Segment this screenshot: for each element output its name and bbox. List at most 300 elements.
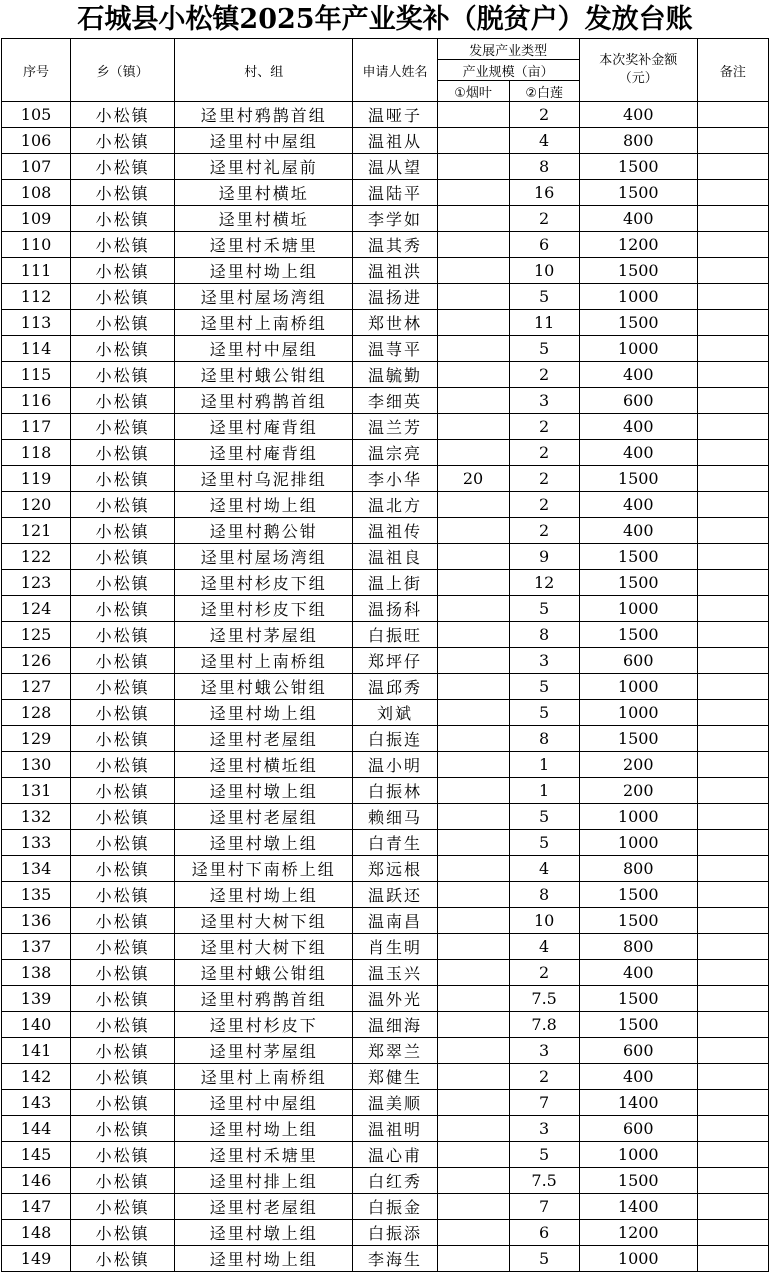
cell-applicant: 赖细马 <box>353 804 437 830</box>
cell-township: 小松镇 <box>71 1168 175 1194</box>
cell-remark <box>697 674 768 700</box>
cell-tobacco <box>437 830 509 856</box>
cell-village: 迳里村老屋组 <box>175 804 353 830</box>
cell-applicant: 白振添 <box>353 1220 437 1246</box>
cell-applicant: 温荨平 <box>353 336 437 362</box>
cell-amount: 1200 <box>579 1220 697 1246</box>
cell-seq: 117 <box>2 414 71 440</box>
cell-seq: 129 <box>2 726 71 752</box>
cell-applicant: 温细海 <box>353 1012 437 1038</box>
cell-lotus: 5 <box>509 674 579 700</box>
cell-tobacco <box>437 674 509 700</box>
cell-village: 迳里村蛾公钳组 <box>175 674 353 700</box>
cell-lotus: 4 <box>509 934 579 960</box>
cell-village: 迳里村杉皮下组 <box>175 596 353 622</box>
cell-applicant: 白青生 <box>353 830 437 856</box>
cell-amount: 1000 <box>579 284 697 310</box>
cell-township: 小松镇 <box>71 492 175 518</box>
cell-township: 小松镇 <box>71 1220 175 1246</box>
cell-village: 迳里村老屋组 <box>175 726 353 752</box>
cell-applicant: 温祖明 <box>353 1116 437 1142</box>
cell-seq: 135 <box>2 882 71 908</box>
table-row <box>2 908 769 934</box>
cell-amount: 400 <box>579 414 697 440</box>
cell-seq: 130 <box>2 752 71 778</box>
cell-seq: 118 <box>2 440 71 466</box>
cell-township: 小松镇 <box>71 518 175 544</box>
header-applicant: 申请人姓名 <box>353 39 437 102</box>
cell-village: 迳里村茅屋组 <box>175 1038 353 1064</box>
table-row <box>2 804 769 830</box>
cell-township: 小松镇 <box>71 596 175 622</box>
cell-applicant: 白振连 <box>353 726 437 752</box>
cell-seq: 142 <box>2 1064 71 1090</box>
cell-village: 迳里村墩上组 <box>175 1220 353 1246</box>
table-row <box>2 1038 769 1064</box>
cell-remark <box>697 882 768 908</box>
cell-amount: 1500 <box>579 310 697 336</box>
cell-applicant: 肖生明 <box>353 934 437 960</box>
cell-township: 小松镇 <box>71 778 175 804</box>
cell-remark <box>697 700 768 726</box>
header-remark: 备注 <box>697 39 768 102</box>
cell-seq: 140 <box>2 1012 71 1038</box>
cell-remark <box>697 1090 768 1116</box>
cell-applicant: 温跃还 <box>353 882 437 908</box>
cell-township: 小松镇 <box>71 1038 175 1064</box>
cell-amount: 1000 <box>579 674 697 700</box>
cell-applicant: 郑坪仔 <box>353 648 437 674</box>
cell-township: 小松镇 <box>71 856 175 882</box>
cell-township: 小松镇 <box>71 960 175 986</box>
cell-applicant: 温祖良 <box>353 544 437 570</box>
table-header <box>2 39 769 102</box>
table-row <box>2 1142 769 1168</box>
cell-village: 迳里村屋场湾组 <box>175 544 353 570</box>
cell-village: 迳里村礼屋前 <box>175 154 353 180</box>
cell-applicant: 温上街 <box>353 570 437 596</box>
cell-lotus: 5 <box>509 830 579 856</box>
cell-seq: 105 <box>2 102 71 128</box>
cell-remark <box>697 440 768 466</box>
cell-village: 迳里村鸦鹊首组 <box>175 986 353 1012</box>
cell-remark <box>697 128 768 154</box>
cell-seq: 112 <box>2 284 71 310</box>
cell-tobacco <box>437 336 509 362</box>
cell-township: 小松镇 <box>71 362 175 388</box>
cell-seq: 136 <box>2 908 71 934</box>
cell-tobacco <box>437 986 509 1012</box>
cell-amount: 400 <box>579 492 697 518</box>
cell-applicant: 白振林 <box>353 778 437 804</box>
cell-township: 小松镇 <box>71 934 175 960</box>
cell-lotus: 2 <box>509 466 579 492</box>
cell-remark <box>697 154 768 180</box>
cell-seq: 115 <box>2 362 71 388</box>
table-row <box>2 596 769 622</box>
cell-remark <box>697 206 768 232</box>
cell-remark <box>697 1012 768 1038</box>
cell-remark <box>697 544 768 570</box>
table-row <box>2 778 769 804</box>
cell-remark <box>697 752 768 778</box>
cell-village: 迳里村墩上组 <box>175 830 353 856</box>
cell-applicant: 白红秀 <box>353 1168 437 1194</box>
ledger-table <box>1 38 769 1272</box>
table-row <box>2 934 769 960</box>
cell-applicant: 李海生 <box>353 1246 437 1272</box>
cell-applicant: 郑远根 <box>353 856 437 882</box>
table-row <box>2 1246 769 1272</box>
cell-township: 小松镇 <box>71 570 175 596</box>
table-row <box>2 1064 769 1090</box>
cell-tobacco <box>437 414 509 440</box>
cell-amount: 1500 <box>579 1168 697 1194</box>
cell-village: 迳里村大树下组 <box>175 908 353 934</box>
cell-seq: 148 <box>2 1220 71 1246</box>
cell-lotus: 3 <box>509 1116 579 1142</box>
cell-amount: 1500 <box>579 466 697 492</box>
table-row <box>2 1168 769 1194</box>
cell-tobacco <box>437 1064 509 1090</box>
cell-amount: 1500 <box>579 726 697 752</box>
cell-lotus: 5 <box>509 804 579 830</box>
cell-amount: 600 <box>579 388 697 414</box>
cell-applicant: 刘斌 <box>353 700 437 726</box>
cell-remark <box>697 1116 768 1142</box>
cell-seq: 122 <box>2 544 71 570</box>
cell-applicant: 温扬科 <box>353 596 437 622</box>
cell-amount: 1500 <box>579 1012 697 1038</box>
cell-seq: 107 <box>2 154 71 180</box>
cell-applicant: 温南昌 <box>353 908 437 934</box>
cell-applicant: 温邱秀 <box>353 674 437 700</box>
cell-township: 小松镇 <box>71 1246 175 1272</box>
cell-applicant: 郑世林 <box>353 310 437 336</box>
cell-applicant: 温外光 <box>353 986 437 1012</box>
table-row <box>2 986 769 1012</box>
cell-seq: 108 <box>2 180 71 206</box>
table-row <box>2 1220 769 1246</box>
cell-seq: 146 <box>2 1168 71 1194</box>
cell-remark <box>697 830 768 856</box>
cell-township: 小松镇 <box>71 622 175 648</box>
cell-tobacco <box>437 1038 509 1064</box>
cell-lotus: 6 <box>509 232 579 258</box>
table-row <box>2 128 769 154</box>
cell-lotus: 3 <box>509 1038 579 1064</box>
cell-applicant: 温其秀 <box>353 232 437 258</box>
cell-remark <box>697 908 768 934</box>
cell-village: 迳里村老屋组 <box>175 1194 353 1220</box>
cell-amount: 1500 <box>579 908 697 934</box>
cell-applicant: 温毓勤 <box>353 362 437 388</box>
cell-applicant: 李小华 <box>353 466 437 492</box>
cell-township: 小松镇 <box>71 284 175 310</box>
cell-township: 小松镇 <box>71 1116 175 1142</box>
cell-village: 迳里村上南桥组 <box>175 310 353 336</box>
cell-township: 小松镇 <box>71 258 175 284</box>
cell-tobacco <box>437 1090 509 1116</box>
table-row <box>2 1194 769 1220</box>
cell-village: 迳里村禾塘里 <box>175 232 353 258</box>
cell-village: 迳里村蛾公钳组 <box>175 362 353 388</box>
cell-applicant: 李学如 <box>353 206 437 232</box>
cell-remark <box>697 1246 768 1272</box>
cell-tobacco <box>437 1246 509 1272</box>
cell-remark <box>697 622 768 648</box>
table-row <box>2 726 769 752</box>
cell-township: 小松镇 <box>71 310 175 336</box>
cell-remark <box>697 934 768 960</box>
cell-tobacco <box>437 232 509 258</box>
document-title: 石城县小松镇2025年产业奖补（脱贫户）发放台账 <box>77 4 693 35</box>
cell-remark <box>697 336 768 362</box>
cell-tobacco <box>437 544 509 570</box>
cell-amount: 200 <box>579 778 697 804</box>
cell-amount: 200 <box>579 752 697 778</box>
cell-tobacco <box>437 388 509 414</box>
cell-amount: 400 <box>579 518 697 544</box>
cell-tobacco <box>437 934 509 960</box>
cell-lotus: 9 <box>509 544 579 570</box>
cell-township: 小松镇 <box>71 102 175 128</box>
cell-lotus: 4 <box>509 128 579 154</box>
cell-tobacco <box>437 726 509 752</box>
cell-tobacco <box>437 752 509 778</box>
table-row <box>2 414 769 440</box>
cell-amount: 1500 <box>579 258 697 284</box>
cell-remark <box>697 570 768 596</box>
cell-remark <box>697 258 768 284</box>
cell-remark <box>697 232 768 258</box>
cell-amount: 800 <box>579 856 697 882</box>
cell-lotus: 7.5 <box>509 986 579 1012</box>
cell-lotus: 6 <box>509 1220 579 1246</box>
cell-village: 迳里村横坵 <box>175 206 353 232</box>
header-tobacco: ①烟叶 <box>437 81 509 102</box>
cell-lotus: 5 <box>509 1246 579 1272</box>
cell-seq: 109 <box>2 206 71 232</box>
cell-township: 小松镇 <box>71 674 175 700</box>
cell-tobacco <box>437 440 509 466</box>
cell-tobacco <box>437 102 509 128</box>
table-row <box>2 1012 769 1038</box>
cell-amount: 400 <box>579 960 697 986</box>
table-row <box>2 674 769 700</box>
cell-township: 小松镇 <box>71 440 175 466</box>
cell-amount: 1000 <box>579 1142 697 1168</box>
cell-township: 小松镇 <box>71 414 175 440</box>
cell-amount: 600 <box>579 648 697 674</box>
cell-township: 小松镇 <box>71 986 175 1012</box>
cell-lotus: 8 <box>509 882 579 908</box>
cell-seq: 133 <box>2 830 71 856</box>
cell-seq: 125 <box>2 622 71 648</box>
cell-tobacco <box>437 1142 509 1168</box>
cell-village: 迳里村坳上组 <box>175 492 353 518</box>
table-row <box>2 752 769 778</box>
cell-remark <box>697 284 768 310</box>
table-row <box>2 544 769 570</box>
cell-village: 迳里村下南桥上组 <box>175 856 353 882</box>
cell-remark <box>697 388 768 414</box>
cell-lotus: 5 <box>509 284 579 310</box>
cell-seq: 127 <box>2 674 71 700</box>
cell-village: 迳里村鸦鹊首组 <box>175 388 353 414</box>
cell-lotus: 8 <box>509 154 579 180</box>
cell-amount: 1000 <box>579 804 697 830</box>
cell-village: 迳里村坳上组 <box>175 1246 353 1272</box>
table-row <box>2 882 769 908</box>
cell-tobacco <box>437 908 509 934</box>
cell-applicant: 温美顺 <box>353 1090 437 1116</box>
header-seq: 序号 <box>2 39 71 102</box>
header-amount: 本次奖补金额（元） <box>579 39 697 102</box>
cell-village: 迳里村杉皮下 <box>175 1012 353 1038</box>
cell-village: 迳里村鸦鹊首组 <box>175 102 353 128</box>
cell-township: 小松镇 <box>71 466 175 492</box>
cell-tobacco <box>437 570 509 596</box>
cell-seq: 111 <box>2 258 71 284</box>
cell-tobacco <box>437 128 509 154</box>
table-row <box>2 154 769 180</box>
cell-village: 迳里村禾塘里 <box>175 1142 353 1168</box>
cell-remark <box>697 1220 768 1246</box>
header-township: 乡（镇） <box>71 39 175 102</box>
cell-seq: 123 <box>2 570 71 596</box>
cell-amount: 1000 <box>579 596 697 622</box>
cell-tobacco <box>437 1116 509 1142</box>
cell-lotus: 7 <box>509 1090 579 1116</box>
table-row <box>2 102 769 128</box>
cell-township: 小松镇 <box>71 544 175 570</box>
cell-amount: 1200 <box>579 232 697 258</box>
cell-township: 小松镇 <box>71 700 175 726</box>
cell-lotus: 8 <box>509 622 579 648</box>
cell-amount: 1400 <box>579 1090 697 1116</box>
cell-remark <box>697 466 768 492</box>
cell-tobacco <box>437 622 509 648</box>
cell-lotus: 7.5 <box>509 1168 579 1194</box>
cell-seq: 110 <box>2 232 71 258</box>
table-row <box>2 466 769 492</box>
cell-amount: 1000 <box>579 1246 697 1272</box>
cell-lotus: 2 <box>509 492 579 518</box>
cell-remark <box>697 180 768 206</box>
cell-lotus: 1 <box>509 778 579 804</box>
table-row <box>2 180 769 206</box>
cell-township: 小松镇 <box>71 388 175 414</box>
cell-township: 小松镇 <box>71 336 175 362</box>
cell-seq: 120 <box>2 492 71 518</box>
table-row <box>2 310 769 336</box>
cell-remark <box>697 856 768 882</box>
cell-lotus: 2 <box>509 1064 579 1090</box>
cell-lotus: 2 <box>509 960 579 986</box>
cell-amount: 600 <box>579 1038 697 1064</box>
cell-lotus: 3 <box>509 388 579 414</box>
cell-remark <box>697 492 768 518</box>
cell-village: 迳里村庵背组 <box>175 440 353 466</box>
cell-tobacco <box>437 206 509 232</box>
cell-village: 迳里村中屋组 <box>175 336 353 362</box>
cell-applicant: 郑健生 <box>353 1064 437 1090</box>
header-industry-type: 发展产业类型 <box>437 39 579 60</box>
cell-lotus: 2 <box>509 518 579 544</box>
cell-amount: 1400 <box>579 1194 697 1220</box>
cell-tobacco <box>437 310 509 336</box>
cell-applicant: 温北方 <box>353 492 437 518</box>
cell-township: 小松镇 <box>71 232 175 258</box>
cell-tobacco: 20 <box>437 466 509 492</box>
cell-remark <box>697 596 768 622</box>
cell-township: 小松镇 <box>71 804 175 830</box>
cell-applicant: 温从望 <box>353 154 437 180</box>
cell-seq: 131 <box>2 778 71 804</box>
cell-village: 迳里村庵背组 <box>175 414 353 440</box>
cell-remark <box>697 960 768 986</box>
cell-seq: 147 <box>2 1194 71 1220</box>
cell-seq: 143 <box>2 1090 71 1116</box>
cell-seq: 149 <box>2 1246 71 1272</box>
table-row <box>2 700 769 726</box>
cell-tobacco <box>437 180 509 206</box>
cell-tobacco <box>437 1012 509 1038</box>
cell-tobacco <box>437 1194 509 1220</box>
cell-township: 小松镇 <box>71 1064 175 1090</box>
cell-applicant: 温宗亮 <box>353 440 437 466</box>
cell-seq: 126 <box>2 648 71 674</box>
cell-township: 小松镇 <box>71 726 175 752</box>
cell-seq: 128 <box>2 700 71 726</box>
cell-tobacco <box>437 882 509 908</box>
cell-village: 迳里村上南桥组 <box>175 1064 353 1090</box>
cell-applicant: 温心甫 <box>353 1142 437 1168</box>
cell-township: 小松镇 <box>71 752 175 778</box>
table-row <box>2 336 769 362</box>
cell-township: 小松镇 <box>71 128 175 154</box>
cell-village: 迳里村乌泥排组 <box>175 466 353 492</box>
cell-tobacco <box>437 518 509 544</box>
cell-village: 迳里村中屋组 <box>175 1090 353 1116</box>
cell-village: 迳里村中屋组 <box>175 128 353 154</box>
cell-township: 小松镇 <box>71 908 175 934</box>
cell-amount: 400 <box>579 206 697 232</box>
cell-amount: 400 <box>579 362 697 388</box>
cell-remark <box>697 414 768 440</box>
cell-amount: 1500 <box>579 154 697 180</box>
cell-seq: 106 <box>2 128 71 154</box>
cell-applicant: 温扬进 <box>353 284 437 310</box>
table-row <box>2 440 769 466</box>
table-row <box>2 388 769 414</box>
cell-applicant: 郑翠兰 <box>353 1038 437 1064</box>
cell-amount: 1500 <box>579 882 697 908</box>
table-row <box>2 856 769 882</box>
cell-tobacco <box>437 960 509 986</box>
table-row <box>2 830 769 856</box>
cell-tobacco <box>437 700 509 726</box>
cell-seq: 124 <box>2 596 71 622</box>
cell-village: 迳里村坳上组 <box>175 258 353 284</box>
cell-lotus: 12 <box>509 570 579 596</box>
cell-village: 迳里村横坵组 <box>175 752 353 778</box>
table-row <box>2 284 769 310</box>
cell-seq: 137 <box>2 934 71 960</box>
cell-tobacco <box>437 258 509 284</box>
cell-remark <box>697 518 768 544</box>
